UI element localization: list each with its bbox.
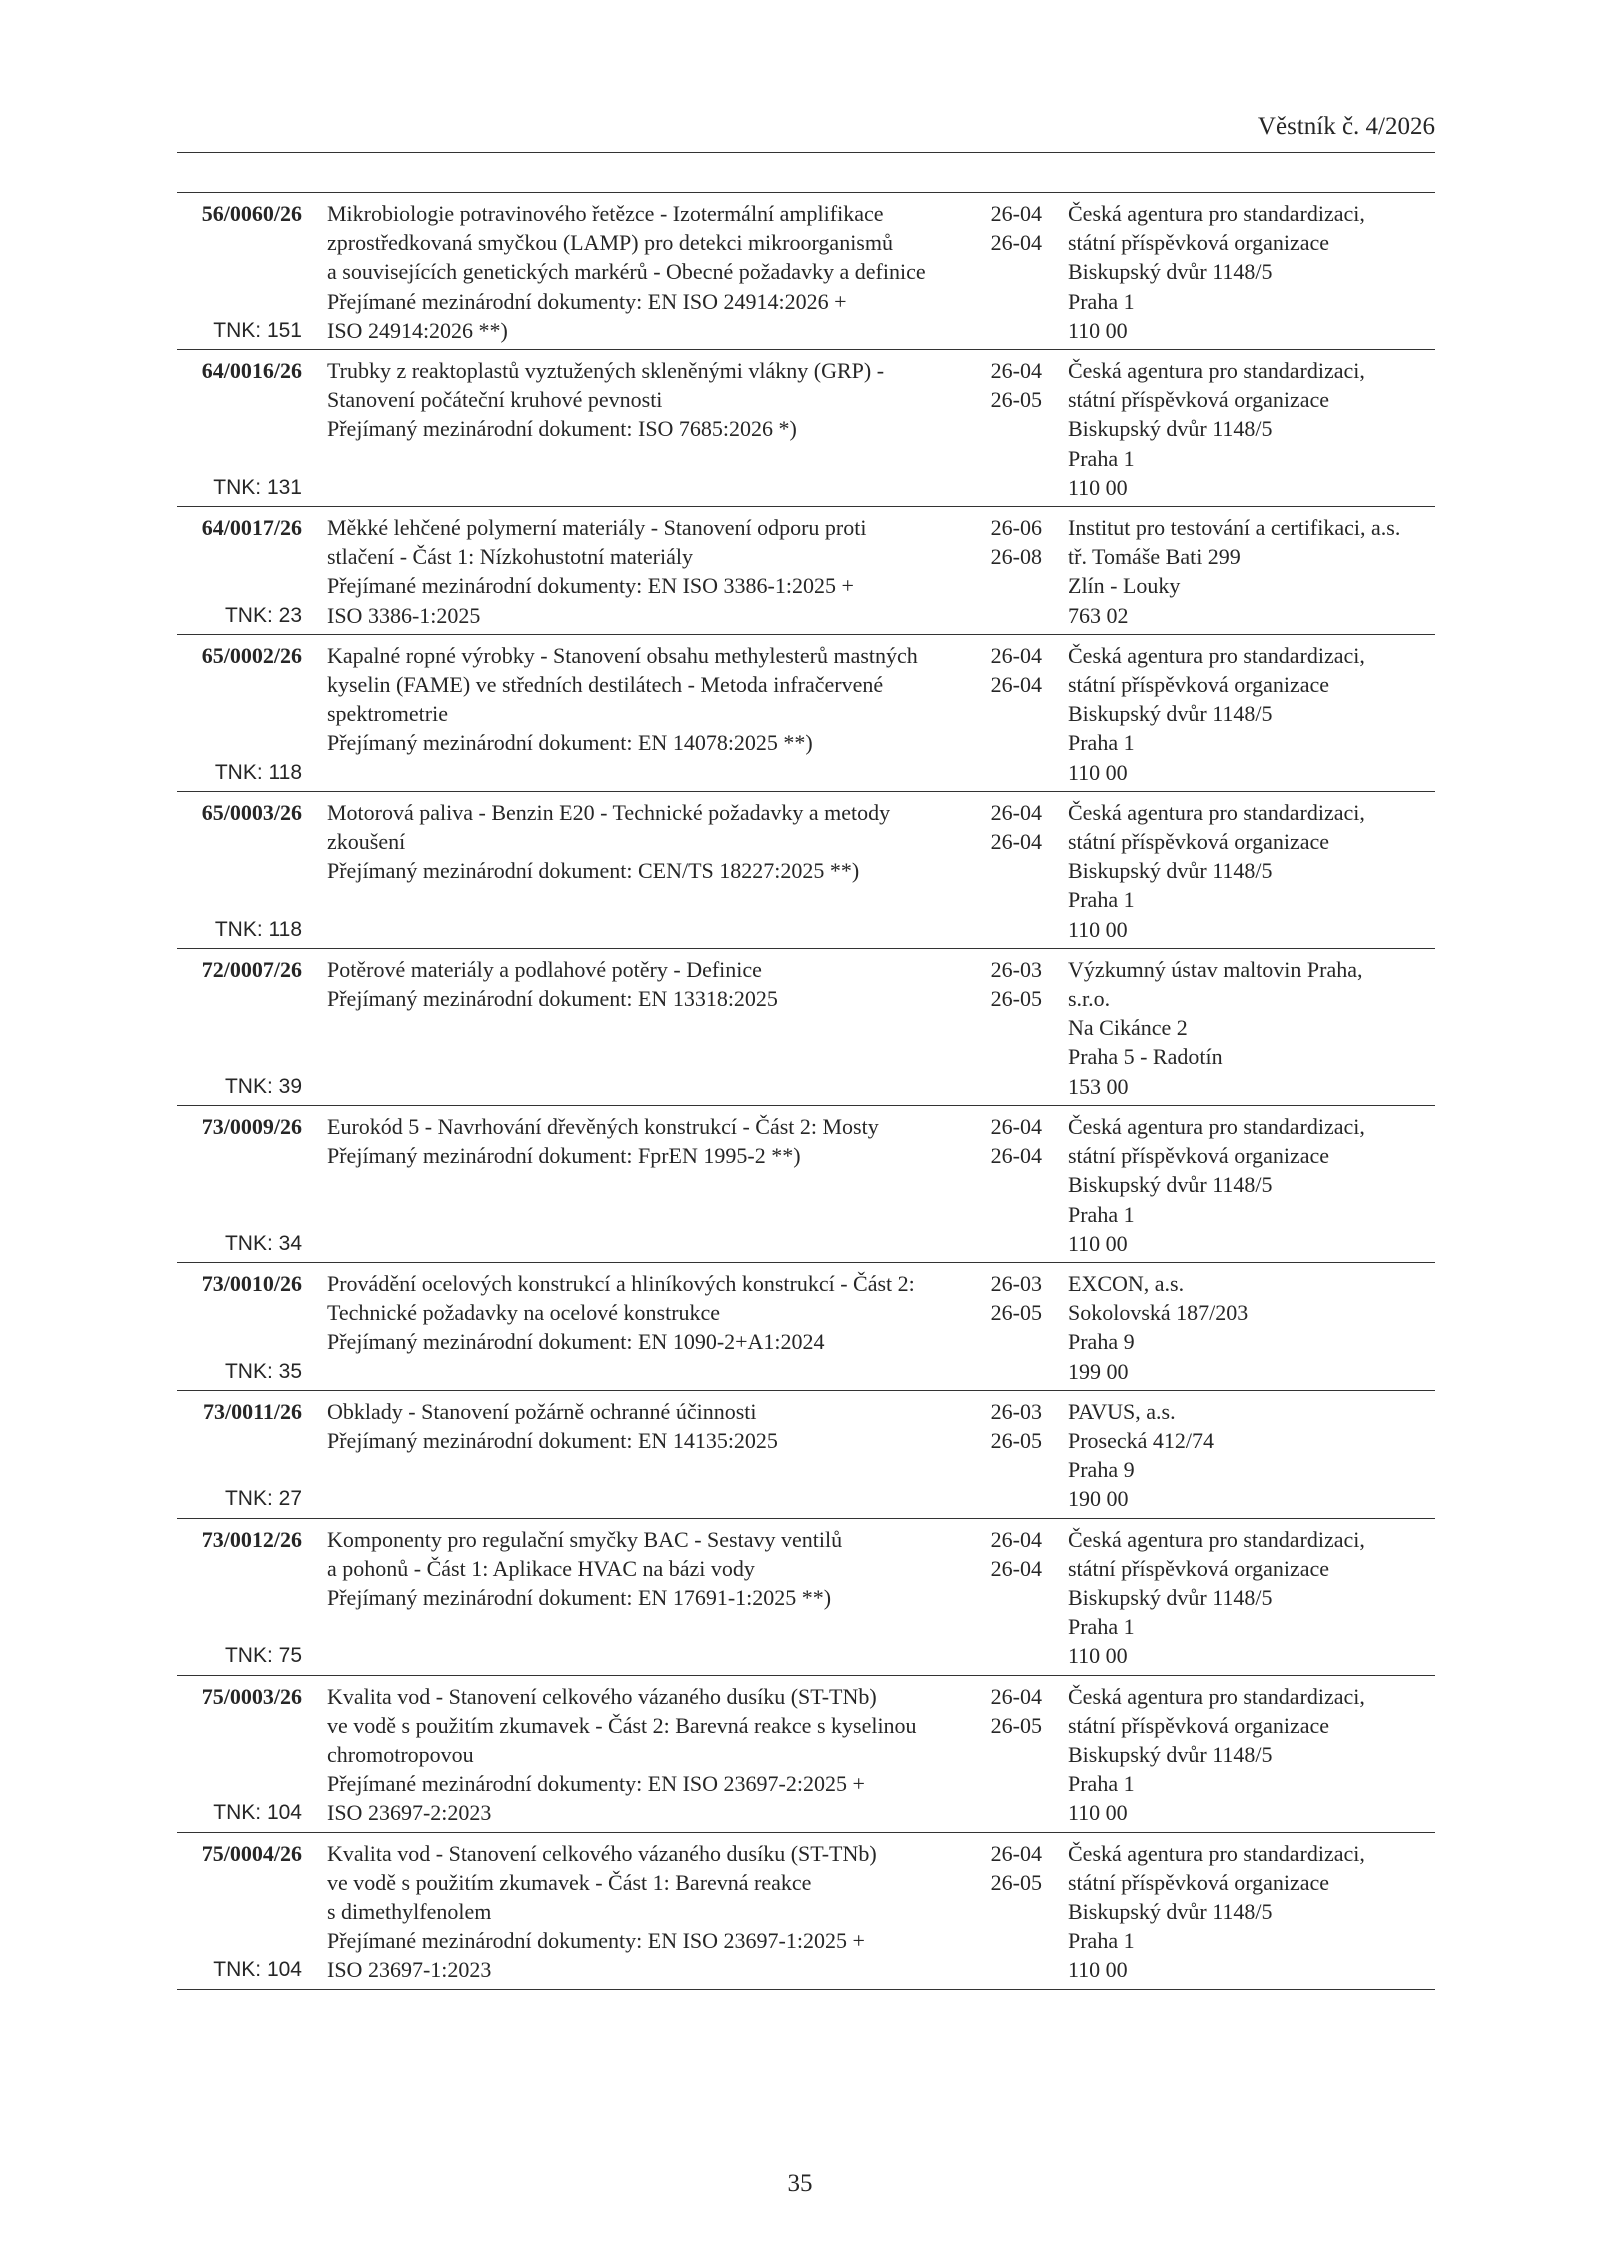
title-line: a pohonů - Část 1: Aplikace HVAC na bázi vody: [327, 1555, 755, 1581]
tnk-label: TNK: 151: [213, 318, 302, 342]
dates-cell: [942, 1112, 1042, 1258]
title-line: ISO 3386-1:2025: [327, 602, 481, 628]
standard-title-cell: [302, 1112, 942, 1258]
tnk-label: TNK: 23: [224, 603, 302, 627]
organization-line: 110 00: [1068, 1643, 1128, 1669]
dates-cell: [942, 955, 1042, 1101]
title-line: Provádění ocelových konstrukcí a hliníkových konstrukcí - Část 2:: [327, 1270, 915, 1296]
title-line: Přejímaný mezinárodní dokument: FprEN 1995-2 **): [327, 1143, 801, 1169]
title-line: Trubky z reaktoplastů vyztužených skleněnými vlákny (GRP) -: [327, 358, 885, 384]
standard-title-cell: [302, 641, 942, 787]
date-value: 26-08: [990, 544, 1042, 570]
organization-line: Biskupský dvůr 1148/5: [1068, 416, 1273, 442]
title-line: Přejímaný mezinárodní dokument: EN 17691-1:2025 **): [327, 1584, 832, 1610]
organization-line: státní příspěvková organizace: [1068, 230, 1330, 256]
record-number: 73/0011/26: [202, 1398, 302, 1424]
organization-line: Česká agentura pro standardizaci,: [1068, 1840, 1365, 1866]
organization-line: Biskupský dvůr 1148/5: [1068, 1584, 1273, 1610]
organization-line: Biskupský dvůr 1148/5: [1068, 1172, 1273, 1198]
organization-line: státní příspěvková organizace: [1068, 387, 1330, 413]
organization-line: státní příspěvková organizace: [1068, 1143, 1330, 1169]
record-id-cell: [177, 1397, 302, 1514]
organization-cell: [1042, 199, 1375, 345]
record-number: 75/0004/26: [201, 1840, 302, 1866]
organization-cell: [1042, 641, 1375, 787]
standard-title-cell: [302, 1682, 942, 1828]
dates-cell: [942, 356, 1042, 502]
organization-line: Praha 9: [1068, 1329, 1135, 1355]
title-line: ISO 23697-1:2023: [327, 1957, 492, 1983]
standard-title-cell: [302, 1397, 942, 1514]
title-line: Přejímané mezinárodní dokumenty: EN ISO 3386-1:2025 +: [327, 573, 854, 599]
tnk-label: TNK: 131: [213, 475, 302, 499]
date-value: 26-04: [990, 1683, 1042, 1709]
table-row: [177, 1519, 1435, 1676]
organization-line: Praha 1: [1068, 1928, 1135, 1954]
title-line: a souvisejících genetických markérů - Obecné požadavky a definice: [327, 259, 926, 285]
table-row: [177, 1676, 1435, 1833]
date-value: 26-04: [990, 642, 1042, 668]
title-line: kyselin (FAME) ve středních destilátech - Metoda infračervené: [327, 672, 884, 698]
record-id-cell: [177, 1269, 302, 1386]
title-line: zkoušení: [327, 829, 406, 855]
organization-cell: [1042, 1397, 1375, 1514]
organization-line: Praha 1: [1068, 1771, 1135, 1797]
date-value: 26-04: [990, 672, 1042, 698]
record-number: 73/0009/26: [201, 1113, 302, 1139]
organization-line: Česká agentura pro standardizaci,: [1068, 642, 1365, 668]
dates-cell: [942, 513, 1042, 630]
organization-line: 199 00: [1068, 1358, 1129, 1384]
organization-line: Na Cikánce 2: [1068, 1015, 1188, 1041]
date-value: 26-04: [990, 1840, 1042, 1866]
date-value: 26-04: [990, 1555, 1042, 1581]
record-number: 73/0012/26: [201, 1526, 302, 1552]
tnk-label: TNK: 104: [213, 1958, 302, 1982]
organization-line: Praha 1: [1068, 288, 1135, 314]
table-row: [177, 350, 1435, 507]
organization-line: státní příspěvková organizace: [1068, 829, 1330, 855]
organization-line: 110 00: [1068, 916, 1128, 942]
record-number: 73/0010/26: [201, 1270, 302, 1296]
title-line: Měkké lehčené polymerní materiály - Stanovení odporu proti: [327, 515, 867, 541]
table-row: [177, 1391, 1435, 1519]
tnk-label: TNK: 35: [224, 1359, 302, 1383]
organization-line: státní příspěvková organizace: [1068, 1869, 1330, 1895]
organization-line: Česká agentura pro standardizaci,: [1068, 799, 1365, 825]
tnk-label: TNK: 118: [214, 760, 302, 784]
title-line: Motorová paliva - Benzin E20 - Technické požadavky a metody: [327, 799, 891, 825]
organization-line: 763 02: [1068, 602, 1129, 628]
tnk-label: TNK: 39: [224, 1074, 302, 1098]
title-line: Technické požadavky na ocelové konstrukce: [327, 1300, 721, 1326]
standard-title-cell: [302, 955, 942, 1101]
organization-line: Praha 9: [1068, 1457, 1135, 1483]
organization-line: PAVUS, a.s.: [1068, 1398, 1176, 1424]
date-value: 26-05: [990, 387, 1042, 413]
table-row: [177, 507, 1435, 635]
date-value: 26-05: [990, 1712, 1042, 1738]
standard-title-cell: [302, 1839, 942, 1985]
organization-cell: [1042, 356, 1375, 502]
date-value: 26-04: [990, 829, 1042, 855]
dates-cell: [942, 1269, 1042, 1386]
organization-line: státní příspěvková organizace: [1068, 1555, 1330, 1581]
record-id-cell: [177, 955, 302, 1101]
title-line: Přejímaný mezinárodní dokument: EN 13318:2025: [327, 986, 778, 1012]
organization-line: Česká agentura pro standardizaci,: [1068, 201, 1365, 226]
dates-cell: [942, 1839, 1042, 1985]
date-value: 26-04: [990, 1113, 1042, 1139]
title-line: s dimethylfenolem: [327, 1898, 492, 1924]
organization-line: Česká agentura pro standardizaci,: [1068, 1683, 1365, 1709]
organization-cell: [1042, 1839, 1375, 1985]
title-line: Stanovení počáteční kruhové pevnosti: [327, 387, 663, 413]
organization-line: 110 00: [1068, 1230, 1128, 1256]
organization-line: státní příspěvková organizace: [1068, 672, 1330, 698]
table-row: [177, 193, 1435, 350]
organization-line: Česká agentura pro standardizaci,: [1068, 1526, 1365, 1552]
title-line: Přejímané mezinárodní dokumenty: EN ISO 24914:2026 +: [327, 288, 847, 314]
title-line: Kvalita vod - Stanovení celkového vázaného dusíku (ST-TNb): [327, 1840, 877, 1866]
organization-line: 110 00: [1068, 1957, 1128, 1983]
title-line: Komponenty pro regulační smyčky BAC - Sestavy ventilů: [327, 1526, 843, 1552]
dates-cell: [942, 1525, 1042, 1671]
standard-title-cell: [302, 798, 942, 944]
date-value: 26-04: [990, 799, 1042, 825]
date-value: 26-05: [990, 1869, 1042, 1895]
record-number: 56/0060/26: [201, 201, 302, 226]
title-line: ISO 23697-2:2023: [327, 1800, 492, 1826]
standard-title-cell: [302, 199, 942, 345]
table-row: [177, 1263, 1435, 1391]
date-value: 26-04: [990, 358, 1042, 384]
title-line: Mikrobiologie potravinového řetězce - Izotermální amplifikace: [327, 201, 884, 226]
organization-cell: [1042, 798, 1375, 944]
table-row: [177, 1833, 1435, 1990]
organization-line: 110 00: [1068, 474, 1128, 500]
organization-line: Praha 1: [1068, 1614, 1135, 1640]
organization-line: 110 00: [1068, 317, 1128, 343]
organization-line: Česká agentura pro standardizaci,: [1068, 1113, 1365, 1139]
record-number: 65/0003/26: [201, 799, 302, 825]
title-line: Obklady - Stanovení požárně ochranné účinnosti: [327, 1398, 757, 1424]
organization-line: Biskupský dvůr 1148/5: [1068, 701, 1273, 727]
organization-line: Zlín - Louky: [1068, 573, 1181, 599]
date-value: 26-03: [990, 956, 1042, 982]
record-number: 75/0003/26: [201, 1683, 302, 1709]
record-id-cell: [177, 1112, 302, 1258]
organization-line: Výzkumný ústav maltovin Praha,: [1068, 956, 1363, 982]
organization-cell: [1042, 1525, 1375, 1671]
record-id-cell: [177, 199, 302, 345]
organization-cell: [1042, 1112, 1375, 1258]
date-value: 26-05: [990, 986, 1042, 1012]
date-value: 26-03: [990, 1270, 1042, 1296]
organization-line: Sokolovská 187/203: [1068, 1300, 1249, 1326]
organization-cell: [1042, 1682, 1375, 1828]
title-line: spektrometrie: [327, 701, 448, 727]
title-line: ve vodě s použitím zkumavek - Část 1: Barevná reakce: [327, 1869, 812, 1895]
organization-line: státní příspěvková organizace: [1068, 1712, 1330, 1738]
organization-line: 153 00: [1068, 1073, 1129, 1099]
title-line: Přejímané mezinárodní dokumenty: EN ISO 23697-1:2025 +: [327, 1928, 865, 1954]
table-row: [177, 1106, 1435, 1263]
organization-line: Praha 1: [1068, 445, 1135, 471]
title-line: Přejímané mezinárodní dokumenty: EN ISO 23697-2:2025 +: [327, 1771, 865, 1797]
title-line: Kapalné ropné výrobky - Stanovení obsahu methylesterů mastných: [327, 642, 918, 668]
organization-line: Praha 1: [1068, 1201, 1135, 1227]
title-line: Přejímaný mezinárodní dokument: EN 1090-2+A1:2024: [327, 1329, 825, 1355]
organization-line: Prosecká 412/74: [1068, 1427, 1215, 1453]
date-value: 26-05: [990, 1300, 1042, 1326]
record-number: 64/0016/26: [201, 358, 302, 384]
title-line: ve vodě s použitím zkumavek - Část 2: Barevná reakce s kyselinou: [327, 1712, 917, 1738]
organization-line: Česká agentura pro standardizaci,: [1068, 358, 1365, 384]
record-number: 72/0007/26: [201, 956, 302, 982]
organization-line: EXCON, a.s.: [1068, 1270, 1185, 1296]
record-id-cell: [177, 1682, 302, 1828]
standards-table: [177, 192, 1435, 1990]
organization-line: Biskupský dvůr 1148/5: [1068, 1741, 1273, 1767]
organization-line: 110 00: [1068, 759, 1128, 785]
title-line: Kvalita vod - Stanovení celkového vázaného dusíku (ST-TNb): [327, 1683, 877, 1709]
title-line: Přejímaný mezinárodní dokument: EN 14135:2025: [327, 1427, 778, 1453]
record-id-cell: [177, 1525, 302, 1671]
table-row: [177, 949, 1435, 1106]
table-row: [177, 635, 1435, 792]
standard-title-cell: [302, 513, 942, 630]
organization-line: s.r.o.: [1068, 986, 1111, 1012]
record-id-cell: [177, 798, 302, 944]
table-row: [177, 792, 1435, 949]
journal-title: Věstník č. 4/2026: [1257, 113, 1435, 140]
date-value: 26-05: [990, 1427, 1042, 1453]
record-number: 65/0002/26: [201, 642, 302, 668]
organization-line: 110 00: [1068, 1800, 1128, 1826]
title-line: Eurokód 5 - Navrhování dřevěných konstrukcí - Část 2: Mosty: [327, 1113, 879, 1139]
record-id-cell: [177, 1839, 302, 1985]
organization-line: 190 00: [1068, 1486, 1129, 1512]
title-line: Přejímaný mezinárodní dokument: EN 14078:2025 **): [327, 730, 813, 756]
title-line: zprostředkovaná smyčkou (LAMP) pro detekci mikroorganismů: [327, 230, 893, 256]
organization-cell: [1042, 955, 1375, 1101]
date-value: 26-04: [990, 230, 1042, 256]
dates-cell: [942, 798, 1042, 944]
dates-cell: [942, 199, 1042, 345]
organization-line: Biskupský dvůr 1148/5: [1068, 259, 1273, 285]
record-number: 64/0017/26: [201, 515, 302, 541]
title-line: Přejímaný mezinárodní dokument: ISO 7685:2026 *): [327, 416, 797, 442]
record-id-cell: [177, 513, 302, 630]
record-id-cell: [177, 641, 302, 787]
date-value: 26-04: [990, 201, 1042, 226]
page-number: 35: [787, 2170, 813, 2197]
date-value: 26-03: [990, 1398, 1042, 1424]
organization-cell: [1042, 1269, 1375, 1386]
tnk-label: TNK: 75: [224, 1644, 302, 1668]
title-line: stlačení - Část 1: Nízkohustotní materiály: [327, 544, 693, 570]
date-value: 26-04: [990, 1526, 1042, 1552]
title-line: ISO 24914:2026 **): [327, 317, 508, 343]
standard-title-cell: [302, 1525, 942, 1671]
organization-line: Praha 1: [1068, 730, 1135, 756]
date-value: 26-04: [990, 1143, 1042, 1169]
organization-line: Praha 1: [1068, 887, 1135, 913]
page-header: [177, 112, 1435, 153]
organization-line: Institut pro testování a certifikaci, a.s.: [1068, 515, 1401, 541]
record-id-cell: [177, 356, 302, 502]
tnk-label: TNK: 118: [214, 917, 302, 941]
organization-line: Praha 5 - Radotín: [1068, 1044, 1223, 1070]
standard-title-cell: [302, 1269, 942, 1386]
title-line: chromotropovou: [327, 1741, 474, 1767]
organization-line: Biskupský dvůr 1148/5: [1068, 1898, 1273, 1924]
title-line: Potěrové materiály a podlahové potěry - Definice: [327, 956, 762, 982]
organization-line: tř. Tomáše Bati 299: [1068, 544, 1241, 570]
organization-line: Biskupský dvůr 1148/5: [1068, 858, 1273, 884]
tnk-label: TNK: 104: [213, 1801, 302, 1825]
dates-cell: [942, 1397, 1042, 1514]
date-value: 26-06: [990, 515, 1042, 541]
organization-cell: [1042, 513, 1401, 630]
dates-cell: [942, 1682, 1042, 1828]
tnk-label: TNK: 34: [224, 1231, 302, 1255]
standard-title-cell: [302, 356, 942, 502]
dates-cell: [942, 641, 1042, 787]
title-line: Přejímaný mezinárodní dokument: CEN/TS 18227:2025 **): [327, 858, 860, 884]
tnk-label: TNK: 27: [224, 1487, 302, 1511]
